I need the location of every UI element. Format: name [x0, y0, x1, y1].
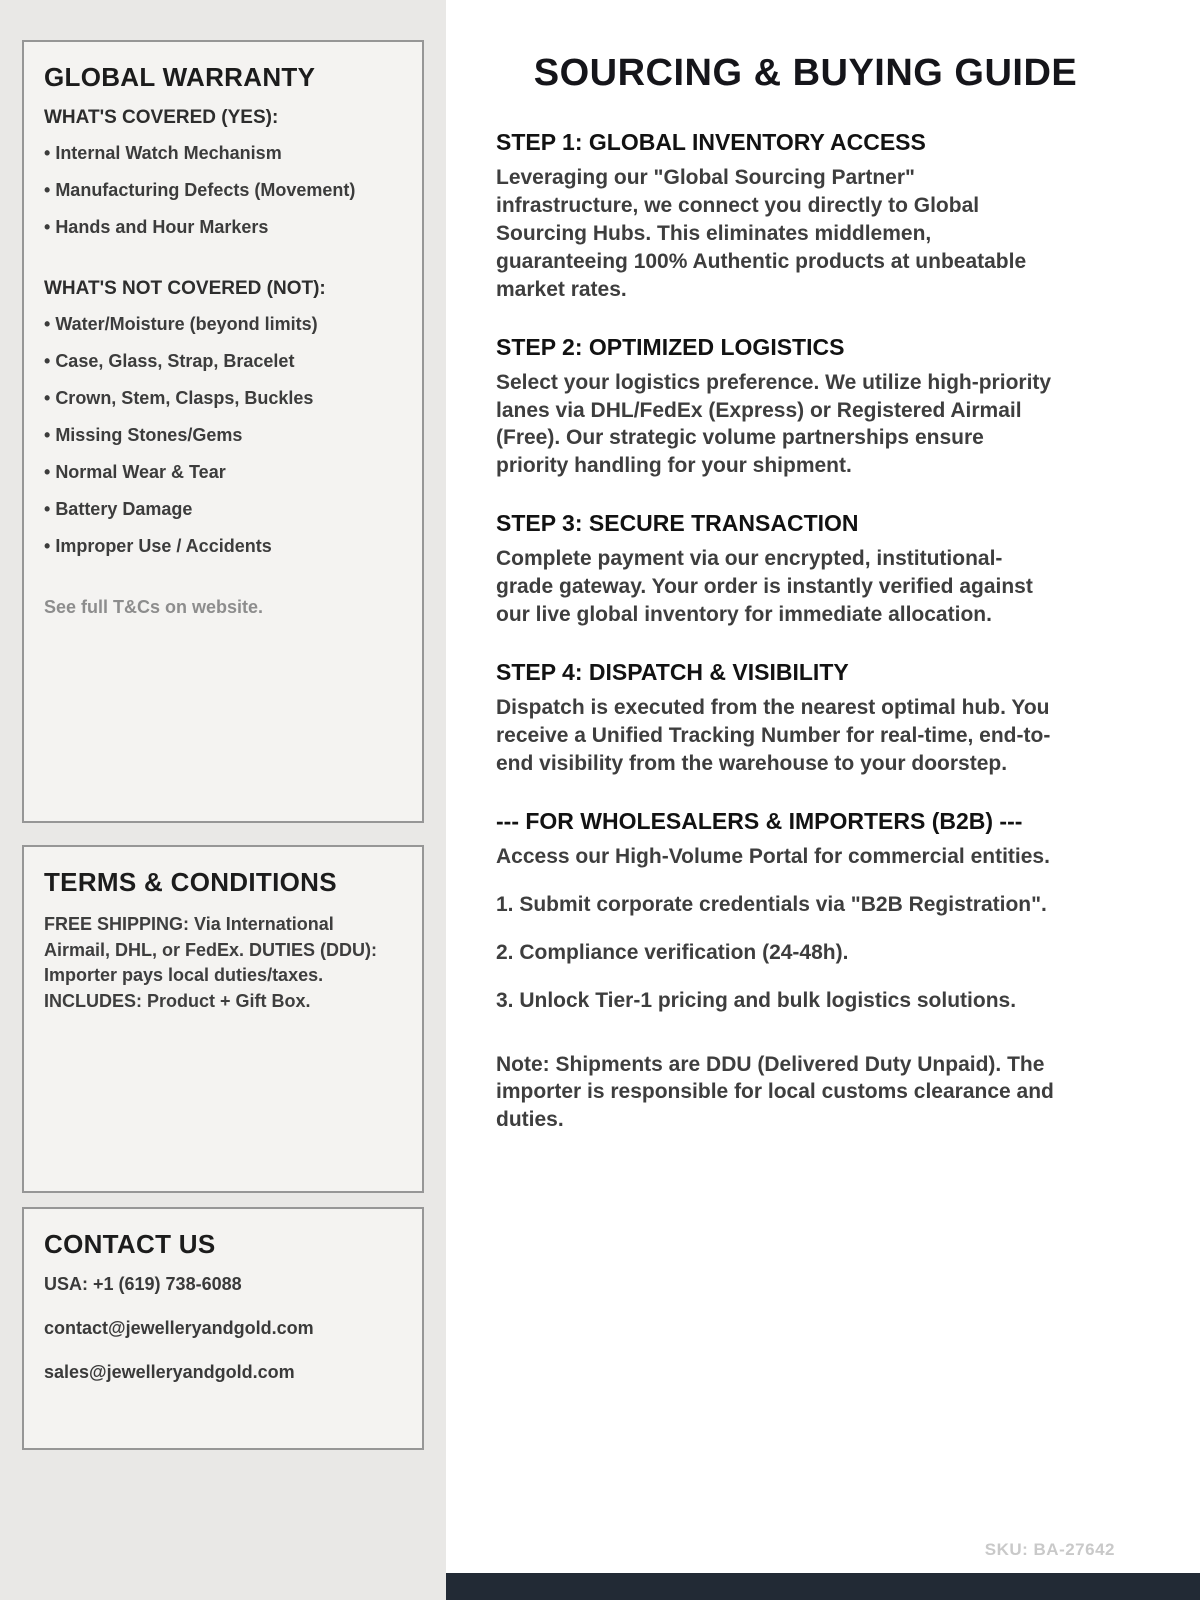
- terms-title: TERMS & CONDITIONS: [44, 867, 337, 897]
- b2b-item-1: 1. Submit corporate credentials via "B2B Registration".: [496, 892, 1047, 916]
- covered-item: • Hands and Hour Markers: [44, 217, 402, 238]
- page-title: SOURCING & BUYING GUIDE: [533, 52, 1078, 94]
- contact-phone: USA: +1 (619) 738-6088: [44, 1274, 242, 1294]
- not-covered-item: • Missing Stones/Gems: [44, 425, 402, 446]
- not-covered-item: • Improper Use / Accidents: [44, 536, 402, 557]
- step-4-heading: STEP 4: DISPATCH & VISIBILITY: [496, 659, 849, 686]
- footer-bar: [446, 1573, 1200, 1600]
- covered-item: • Manufacturing Defects (Movement): [44, 180, 402, 201]
- step-1-body: Leveraging our "Global Sourcing Partner" infrastructure, we connect you directly to Global Sourcing Hubs. This eliminates middlemen, guaranteeing 100% Authentic products at unbeatable market rates.: [496, 166, 1027, 301]
- terms-body: FREE SHIPPING: Via International Airmail, DHL, or FedEx. DUTIES (DDU): Importer pays local duties/taxes. INCLUDES: Product + Gift Box.: [44, 914, 378, 1011]
- not-covered-item: • Water/Moisture (beyond limits): [44, 314, 402, 335]
- not-covered-item: • Battery Damage: [44, 499, 402, 520]
- ddu-note: Note: Shipments are DDU (Delivered Duty Unpaid). The importer is responsible for local customs clearance and duties.: [496, 1052, 1054, 1132]
- warranty-title: GLOBAL WARRANTY: [44, 62, 316, 92]
- b2b-heading: --- FOR WHOLESALERS & IMPORTERS (B2B) ---: [496, 807, 1023, 834]
- covered-heading: WHAT'S COVERED (YES):: [44, 107, 279, 128]
- warranty-panel: [22, 40, 424, 823]
- covered-item: • Internal Watch Mechanism: [44, 143, 402, 164]
- contact-title: CONTACT US: [44, 1229, 216, 1259]
- step-2-body: Select your logistics preference. We utilize high-priority lanes via DHL/FedEx (Express) or Registered Airmail (Free). Our strategic volume partnerships ensure priority handling for your shipment.: [496, 370, 1052, 478]
- contact-email: contact@jewelleryandgold.com: [44, 1318, 314, 1338]
- step-2-heading: STEP 2: OPTIMIZED LOGISTICS: [496, 333, 845, 360]
- b2b-item-3: 3. Unlock Tier-1 pricing and bulk logistics solutions.: [496, 988, 1017, 1012]
- sidebar: [0, 0, 446, 1600]
- not-covered-item: • Normal Wear & Tear: [44, 462, 402, 483]
- b2b-item-2: 2. Compliance verification (24-48h).: [496, 940, 849, 964]
- contact-sales-email: sales@jewelleryandgold.com: [44, 1362, 295, 1382]
- step-3-body: Complete payment via our encrypted, institutional-grade gateway. Your order is instantly verified against our live global inventory for immediate allocation.: [496, 547, 1033, 627]
- not-covered-heading: WHAT'S NOT COVERED (NOT):: [44, 278, 326, 299]
- not-covered-item: • Crown, Stem, Clasps, Buckles: [44, 388, 402, 409]
- terms-panel: [22, 845, 424, 1193]
- b2b-intro: Access our High-Volume Portal for commercial entities.: [496, 844, 1050, 868]
- not-covered-item: • Case, Glass, Strap, Bracelet: [44, 351, 402, 372]
- step-3-heading: STEP 3: SECURE TRANSACTION: [496, 510, 859, 537]
- step-4-body: Dispatch is executed from the nearest optimal hub. You receive a Unified Tracking Number for real-time, end-to-end visibility from the warehouse to your doorstep.: [496, 696, 1051, 775]
- warranty-footnote: See full T&Cs on website.: [44, 597, 264, 617]
- step-1-heading: STEP 1: GLOBAL INVENTORY ACCESS: [496, 129, 926, 155]
- contact-panel: [22, 1207, 424, 1450]
- guide-main: [446, 0, 1200, 1600]
- sku-label: SKU: BA-27642: [984, 1540, 1115, 1559]
